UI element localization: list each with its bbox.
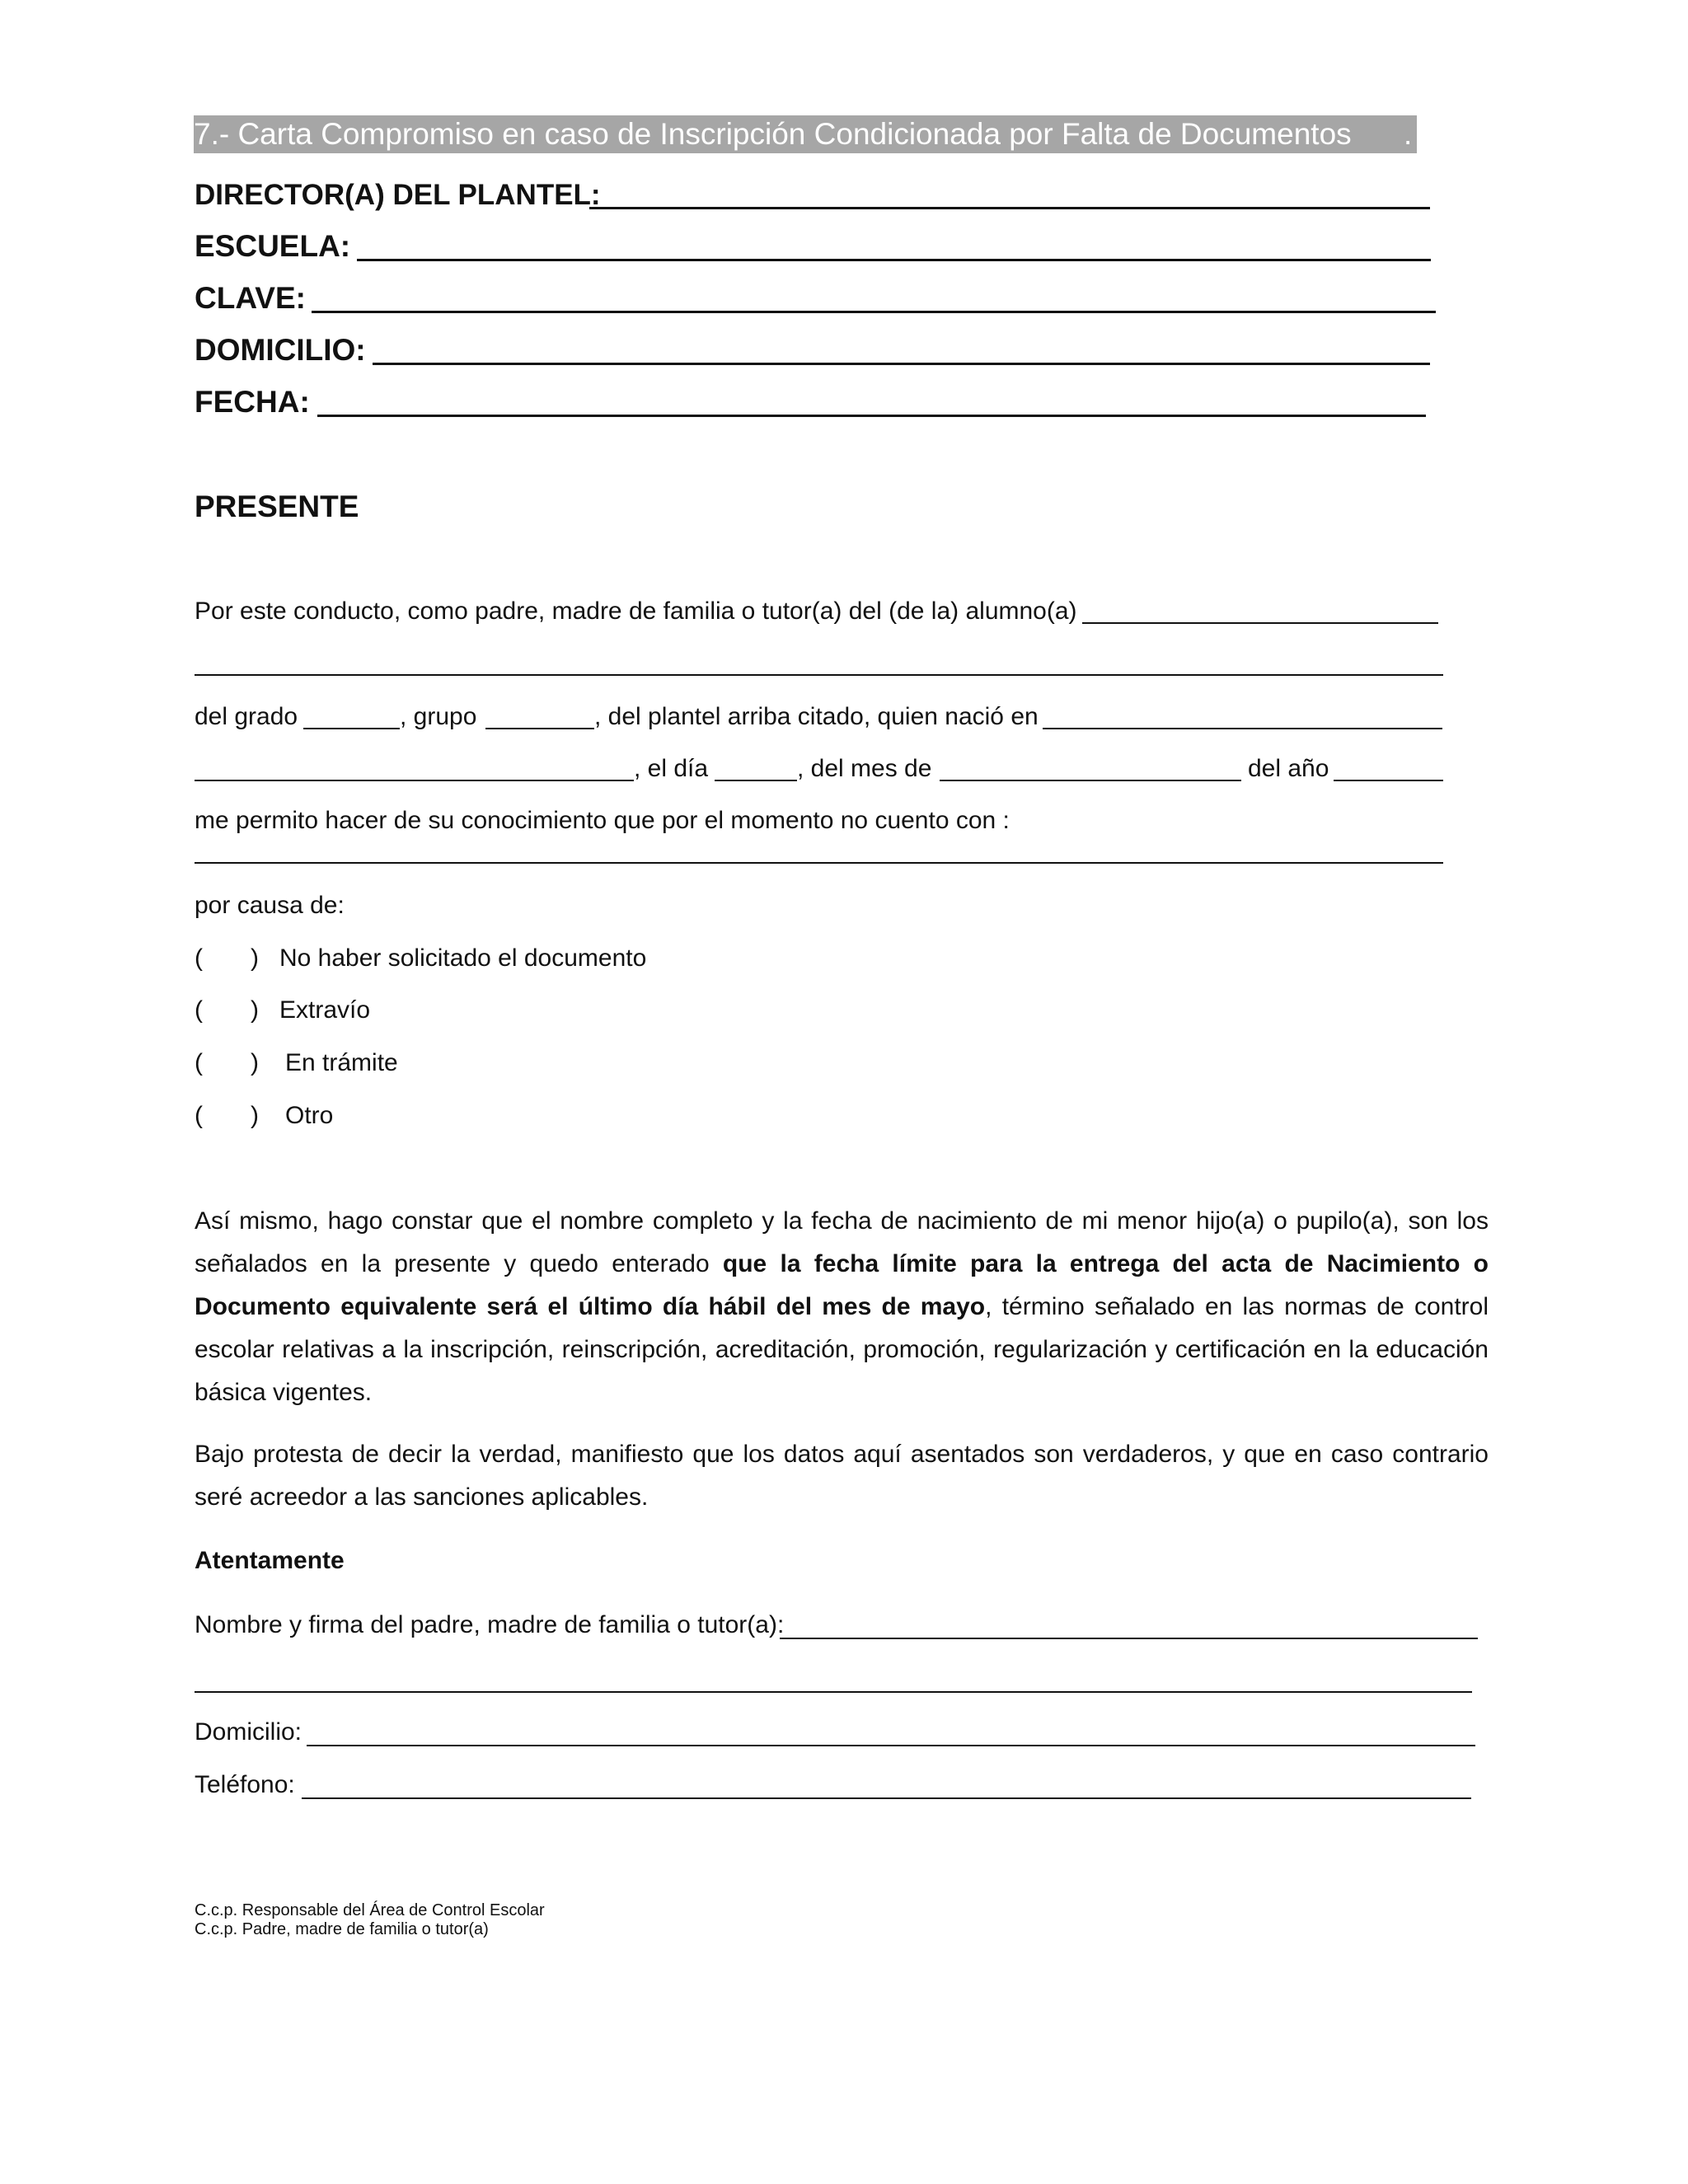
option-checkbox-close[interactable]: ): [251, 1049, 259, 1076]
signature-domicilio-field[interactable]: [307, 1745, 1475, 1746]
document-title-text: 7.- Carta Compromiso en caso de Inscripción Condicionada por Falta de Documentos: [194, 117, 1352, 151]
director-field[interactable]: [589, 207, 1430, 209]
domicilio-label: DOMICILIO:: [195, 333, 366, 367]
ccp-line: C.c.p. Padre, madre de familia o tutor(a): [195, 1920, 489, 1938]
nombre-firma-field-continued[interactable]: [195, 1691, 1472, 1693]
document-title: [194, 115, 1417, 153]
documento-field[interactable]: [195, 862, 1443, 864]
del-mes-label: , del mes de: [797, 755, 932, 782]
clave-label: CLAVE:: [195, 281, 306, 315]
escuela-field[interactable]: [357, 259, 1431, 261]
fecha-field[interactable]: [317, 415, 1426, 417]
nombre-firma-label: Nombre y firma del padre, madre de familia o tutor(a):: [195, 1611, 785, 1638]
signature-domicilio-label: Domicilio:: [195, 1718, 302, 1746]
option-label: No haber solicitado el documento: [279, 944, 647, 972]
option-checkbox-close[interactable]: ): [251, 944, 259, 972]
lugar-nacimiento-field[interactable]: [1043, 728, 1442, 729]
grupo-label: , grupo: [400, 703, 477, 730]
option-checkbox-close[interactable]: ): [251, 1102, 259, 1129]
option-label: Extravío: [279, 996, 371, 1024]
paragraph-conformidad-bold: que la fecha límite para la entrega del acta de Nacimiento o Documento equivalente será el último día hábil del mes de mayo: [195, 1250, 1489, 1320]
fecha-label: FECHA:: [195, 385, 310, 419]
telefono-field[interactable]: [302, 1797, 1471, 1799]
body-line-1: Por este conducto, como padre, madre de familia o tutor(a) del (de la) alumno(a): [195, 598, 1077, 625]
conocimiento-text: me permito hacer de su conocimiento que por el momento no cuento con :: [195, 807, 1010, 834]
alumno-field[interactable]: [1082, 622, 1438, 624]
dia-field[interactable]: [715, 780, 797, 781]
option-checkbox-open[interactable]: (: [195, 996, 203, 1024]
paragraph-conformidad-part2: , término señalado en las normas de control escolar relativas a la inscripción, reinscripción, acreditación, promoción, regularización y certificación en la educación básica vigentes.: [195, 1293, 1489, 1406]
option-checkbox-open[interactable]: (: [195, 944, 203, 972]
director-label: DIRECTOR(A) DEL PLANTEL:: [195, 179, 601, 211]
lugar-nacimiento-field-continued[interactable]: [195, 780, 634, 781]
telefono-label: Teléfono:: [195, 1771, 295, 1798]
plantel-label: , del plantel arriba citado, quien nació en: [594, 703, 1039, 730]
del-ano-label: del año: [1248, 755, 1329, 782]
paragraph-protesta: Bajo protesta de decir la verdad, manifiesto que los datos aquí asentados son verdaderos, y que en caso contrario seré acreedor a las sanciones aplicables.: [195, 1441, 1489, 1511]
option-label: Otro: [285, 1102, 334, 1129]
option-label: En trámite: [285, 1049, 398, 1076]
domicilio-field[interactable]: [373, 363, 1430, 365]
document-title-dot: .: [1404, 117, 1413, 151]
option-checkbox-open[interactable]: (: [195, 1049, 203, 1076]
por-causa-label: por causa de:: [195, 892, 345, 919]
atentamente-label: Atentamente: [195, 1547, 345, 1574]
grupo-field[interactable]: [485, 728, 594, 729]
grado-label: del grado: [195, 703, 298, 730]
alumno-field-continued[interactable]: [195, 674, 1443, 676]
mes-field[interactable]: [940, 780, 1241, 781]
presente-heading: PRESENTE: [195, 490, 359, 523]
ccp-line: C.c.p. Responsable del Área de Control Escolar: [195, 1901, 545, 1919]
paragraph-conformidad-part1: Así mismo, hago constar que el nombre completo y la fecha de nacimiento de mi menor hijo(a) o pupilo(a), son los señalados en la presente y quedo enterado: [195, 1207, 1489, 1277]
paragraph-conformidad: [195, 1200, 1489, 1414]
el-dia-label: , el día: [634, 755, 709, 782]
option-checkbox-close[interactable]: ): [251, 996, 259, 1024]
option-checkbox-open[interactable]: (: [195, 1102, 203, 1129]
nombre-firma-field[interactable]: [780, 1638, 1478, 1639]
ano-field[interactable]: [1334, 780, 1443, 781]
grado-field[interactable]: [303, 728, 400, 729]
clave-field[interactable]: [312, 311, 1436, 313]
escuela-label: ESCUELA:: [195, 229, 351, 263]
